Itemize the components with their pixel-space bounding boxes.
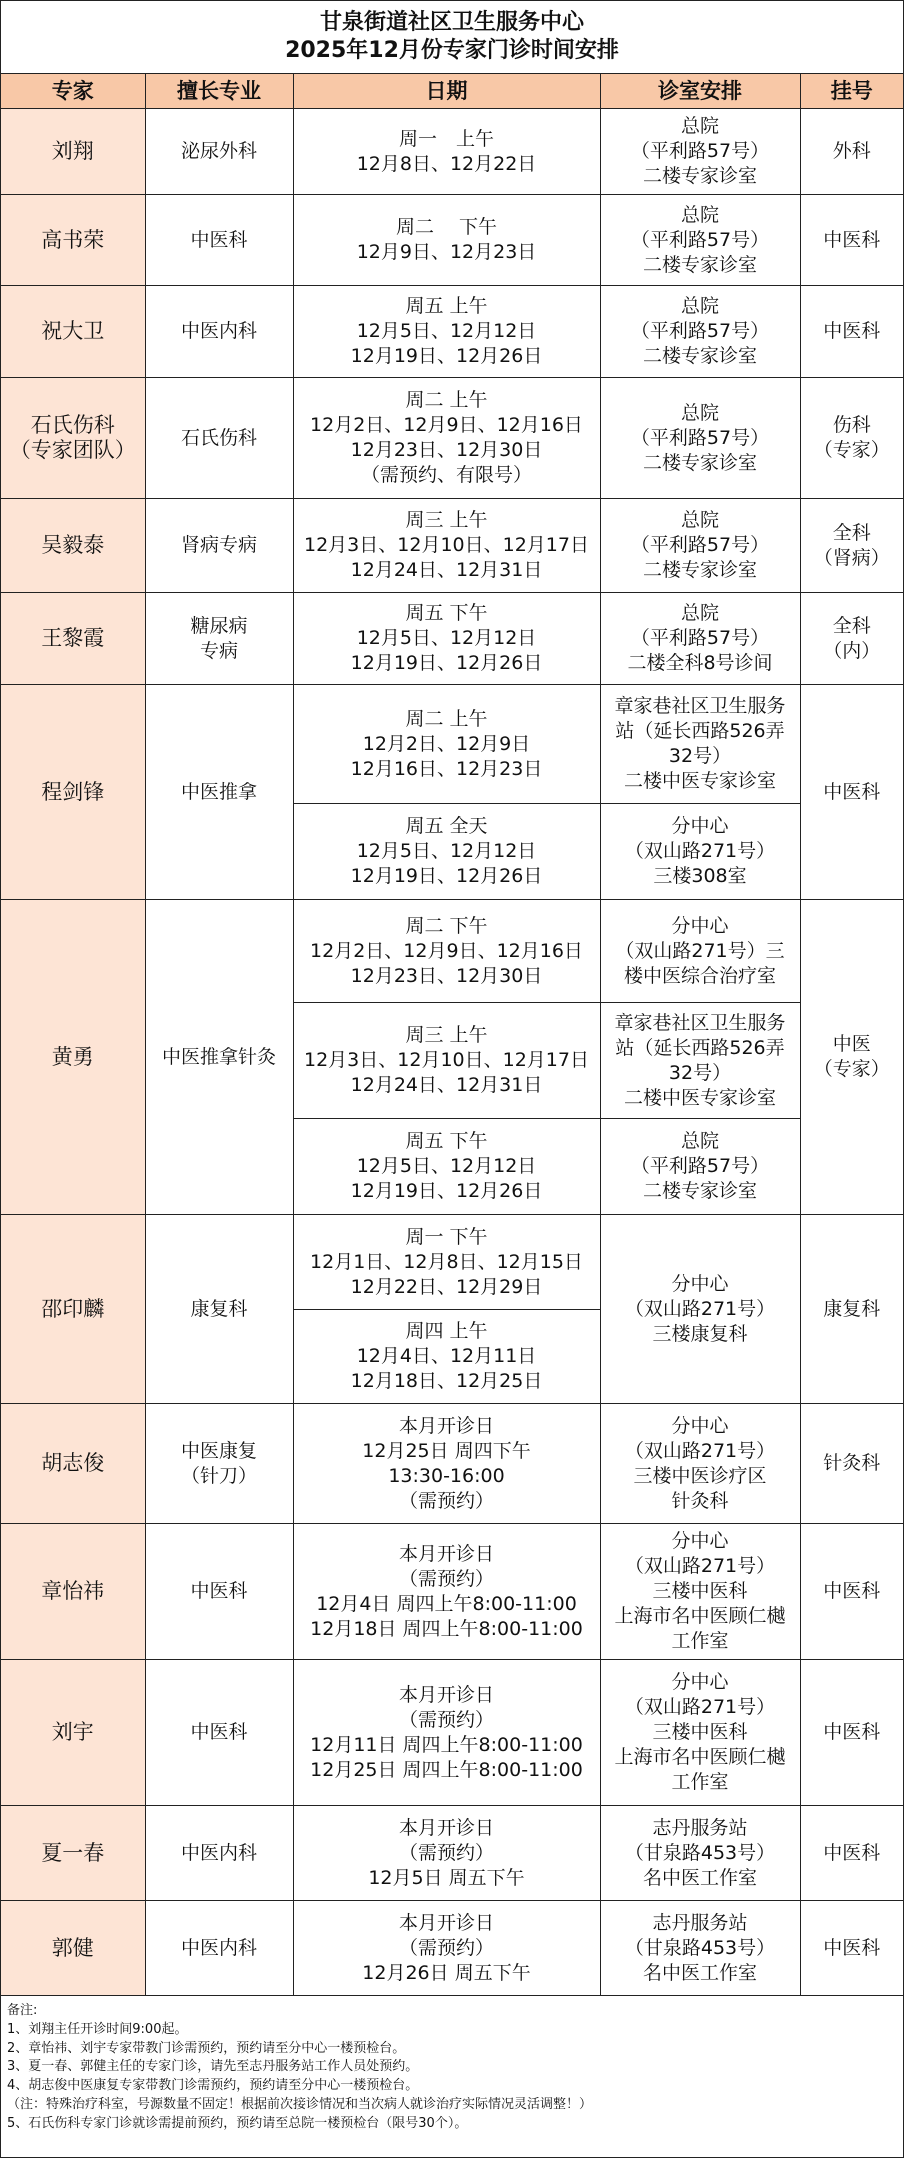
specialty: 糖尿病 专病 bbox=[145, 593, 293, 685]
clinic-date: 周一 下午 12月1日、12月8日、12月15日 12月22日、12月29日 bbox=[293, 1215, 600, 1310]
specialty: 康复科 bbox=[145, 1215, 293, 1404]
clinic-room: 分中心 （双山路271号） 三楼康复科 bbox=[600, 1215, 800, 1404]
specialty: 中医科 bbox=[145, 1660, 293, 1806]
expert-name: 高书荣 bbox=[1, 195, 145, 286]
remarks-heading: 备注: bbox=[7, 2003, 38, 2018]
registration: 中医科 bbox=[800, 1901, 903, 1996]
clinic-date: 周二 下午 12月9日、12月23日 bbox=[293, 195, 600, 286]
header-row bbox=[1, 74, 903, 109]
clinic-room: 总院 （平利路57号） 二楼专家诊室 bbox=[600, 1119, 800, 1215]
clinic-date: 周五 上午 12月5日、12月12日 12月19日、12月26日 bbox=[293, 286, 600, 378]
specialty: 中医推拿 bbox=[145, 685, 293, 900]
header-registration: 挂号 bbox=[800, 74, 903, 109]
clinic-date: 周三 上午 12月3日、12月10日、12月17日 12月24日、12月31日 bbox=[293, 499, 600, 593]
document-title bbox=[1, 1, 903, 74]
clinic-date: 周二 下午 12月2日、12月9日、12月16日 12月23日、12月30日 bbox=[293, 900, 600, 1003]
clinic-room: 总院 （平利路57号） 二楼专家诊室 bbox=[600, 286, 800, 378]
expert-name: 夏一春 bbox=[1, 1806, 145, 1901]
clinic-room: 分中心 （双山路271号）三 楼中医综合治疗室 bbox=[600, 900, 800, 1003]
registration: 中医科 bbox=[800, 685, 903, 900]
expert-name: 程剑锋 bbox=[1, 685, 145, 900]
clinic-date: 本月开诊日 （需预约） 12月26日 周五下午 bbox=[293, 1901, 600, 1996]
expert-name: 黄勇 bbox=[1, 900, 145, 1215]
table-row bbox=[1, 900, 903, 1003]
header-room: 诊室安排 bbox=[600, 74, 800, 109]
registration: 中医科 bbox=[800, 286, 903, 378]
clinic-room: 总院 （平利路57号） 二楼专家诊室 bbox=[600, 499, 800, 593]
clinic-date: 本月开诊日 （需预约） 12月11日 周四上午8:00-11:00 12月25日 周四上午8:00-11:00 bbox=[293, 1660, 600, 1806]
schedule-table bbox=[1, 74, 903, 1996]
table-row bbox=[1, 1404, 903, 1524]
expert-name: 郭健 bbox=[1, 1901, 145, 1996]
registration: 全科 （肾病） bbox=[800, 499, 903, 593]
clinic-date: 本月开诊日 （需预约） 12月5日 周五下午 bbox=[293, 1806, 600, 1901]
clinic-date: 本月开诊日 12月25日 周四下午 13:30-16:00 （需预约） bbox=[293, 1404, 600, 1524]
clinic-room: 分中心 （双山路271号） 三楼中医科 上海市名中医顾仁樾 工作室 bbox=[600, 1660, 800, 1806]
table-row bbox=[1, 378, 903, 499]
expert-name: 刘宇 bbox=[1, 1660, 145, 1806]
clinic-room: 分中心 （双山路271号） 三楼308室 bbox=[600, 804, 800, 900]
expert-name: 胡志俊 bbox=[1, 1404, 145, 1524]
registration: 中医科 bbox=[800, 195, 903, 286]
title-line-1: 甘泉街道社区卫生服务中心 bbox=[319, 10, 584, 35]
expert-name: 王黎霞 bbox=[1, 593, 145, 685]
table-row bbox=[1, 1524, 903, 1660]
specialty: 中医内科 bbox=[145, 1806, 293, 1901]
registration: 康复科 bbox=[800, 1215, 903, 1404]
specialty: 肾病专病 bbox=[145, 499, 293, 593]
clinic-date: 周三 上午 12月3日、12月10日、12月17日 12月24日、12月31日 bbox=[293, 1003, 600, 1119]
clinic-room: 分中心 （双山路271号） 三楼中医诊疗区 针灸科 bbox=[600, 1404, 800, 1524]
registration: 针灸科 bbox=[800, 1404, 903, 1524]
registration: 中医科 bbox=[800, 1524, 903, 1660]
clinic-room: 总院 （平利路57号） 二楼全科8号诊间 bbox=[600, 593, 800, 685]
clinic-room: 志丹服务站 （甘泉路453号） 名中医工作室 bbox=[600, 1806, 800, 1901]
remark-line: 2、章怡祎、刘宇专家带教门诊需预约，预约请至分中心一楼预检台。 bbox=[7, 2040, 406, 2056]
expert-name: 吴毅泰 bbox=[1, 499, 145, 593]
table-row bbox=[1, 109, 903, 195]
clinic-room: 总院 （平利路57号） 二楼专家诊室 bbox=[600, 378, 800, 499]
table-row bbox=[1, 685, 903, 804]
header-date: 日期 bbox=[293, 74, 600, 109]
expert-name: 邵印麟 bbox=[1, 1215, 145, 1404]
remark-line: 5、石氏伤科专家门诊就诊需提前预约，预约请至总院一楼预检台（限号30个）。 bbox=[7, 2115, 468, 2131]
table-row bbox=[1, 593, 903, 685]
table-row bbox=[1, 1901, 903, 1996]
registration: 中医科 bbox=[800, 1806, 903, 1901]
remark-line: 3、夏一春、郭健主任的专家门诊，请先至志丹服务站工作人员处预约。 bbox=[7, 2059, 419, 2075]
header-expert: 专家 bbox=[1, 74, 145, 109]
registration: 中医科 bbox=[800, 1660, 903, 1806]
table-row bbox=[1, 1660, 903, 1806]
registration: 伤科 （专家） bbox=[800, 378, 903, 499]
table-row bbox=[1, 1215, 903, 1310]
expert-name: 刘翔 bbox=[1, 109, 145, 195]
clinic-room: 分中心 （双山路271号） 三楼中医科 上海市名中医顾仁樾 工作室 bbox=[600, 1524, 800, 1660]
specialty: 中医科 bbox=[145, 195, 293, 286]
clinic-date: 周一 上午 12月8日、12月22日 bbox=[293, 109, 600, 195]
title-line-2: 2025年12月份专家门诊时间安排 bbox=[285, 38, 619, 63]
remark-line: 4、胡志俊中医康复专家带教门诊需预约，预约请至分中心一楼预检台。 bbox=[7, 2078, 419, 2094]
registration: 外科 bbox=[800, 109, 903, 195]
registration: 中医 （专家） bbox=[800, 900, 903, 1215]
expert-name: 章怡祎 bbox=[1, 1524, 145, 1660]
clinic-date: 本月开诊日 （需预约） 12月4日 周四上午8:00-11:00 12月18日 周四上午8:00-11:00 bbox=[293, 1524, 600, 1660]
clinic-room: 总院 （平利路57号） 二楼专家诊室 bbox=[600, 109, 800, 195]
remark-line: （注：特殊治疗科室，号源数量不固定！根据前次接诊情况和当次病人就诊治疗实际情况灵活调整！） bbox=[7, 2096, 593, 2112]
table-row bbox=[1, 195, 903, 286]
specialty: 中医科 bbox=[145, 1524, 293, 1660]
clinic-date: 周五 下午 12月5日、12月12日 12月19日、12月26日 bbox=[293, 1119, 600, 1215]
table-row bbox=[1, 1806, 903, 1901]
specialty: 石氏伤科 bbox=[145, 378, 293, 499]
table-row bbox=[1, 499, 903, 593]
clinic-room: 章家巷社区卫生服务 站（延长西路526弄 32号） 二楼中医专家诊室 bbox=[600, 685, 800, 804]
specialty: 中医内科 bbox=[145, 286, 293, 378]
expert-name: 祝大卫 bbox=[1, 286, 145, 378]
expert-name: 石氏伤科 （专家团队） bbox=[1, 378, 145, 499]
specialty: 中医内科 bbox=[145, 1901, 293, 1996]
clinic-date: 周五 下午 12月5日、12月12日 12月19日、12月26日 bbox=[293, 593, 600, 685]
specialty: 中医推拿针灸 bbox=[145, 900, 293, 1215]
table-row bbox=[1, 286, 903, 378]
clinic-room: 章家巷社区卫生服务 站（延长西路526弄 32号） 二楼中医专家诊室 bbox=[600, 1003, 800, 1119]
clinic-date: 周五 全天 12月5日、12月12日 12月19日、12月26日 bbox=[293, 804, 600, 900]
clinic-room: 志丹服务站 （甘泉路453号） 名中医工作室 bbox=[600, 1901, 800, 1996]
remarks bbox=[1, 1996, 903, 2134]
specialty: 中医康复 （针刀） bbox=[145, 1404, 293, 1524]
registration: 全科 （内） bbox=[800, 593, 903, 685]
clinic-date: 周二 上午 12月2日、12月9日 12月16日、12月23日 bbox=[293, 685, 600, 804]
header-specialty: 擅长专业 bbox=[145, 74, 293, 109]
specialty: 泌尿外科 bbox=[145, 109, 293, 195]
clinic-date: 周二 上午 12月2日、12月9日、12月16日 12月23日、12月30日 （需预约、有限号） bbox=[293, 378, 600, 499]
clinic-room: 总院 （平利路57号） 二楼专家诊室 bbox=[600, 195, 800, 286]
clinic-date: 周四 上午 12月4日、12月11日 12月18日、12月25日 bbox=[293, 1310, 600, 1404]
remark-line: 1、刘翔主任开诊时间9:00起。 bbox=[7, 2021, 188, 2037]
